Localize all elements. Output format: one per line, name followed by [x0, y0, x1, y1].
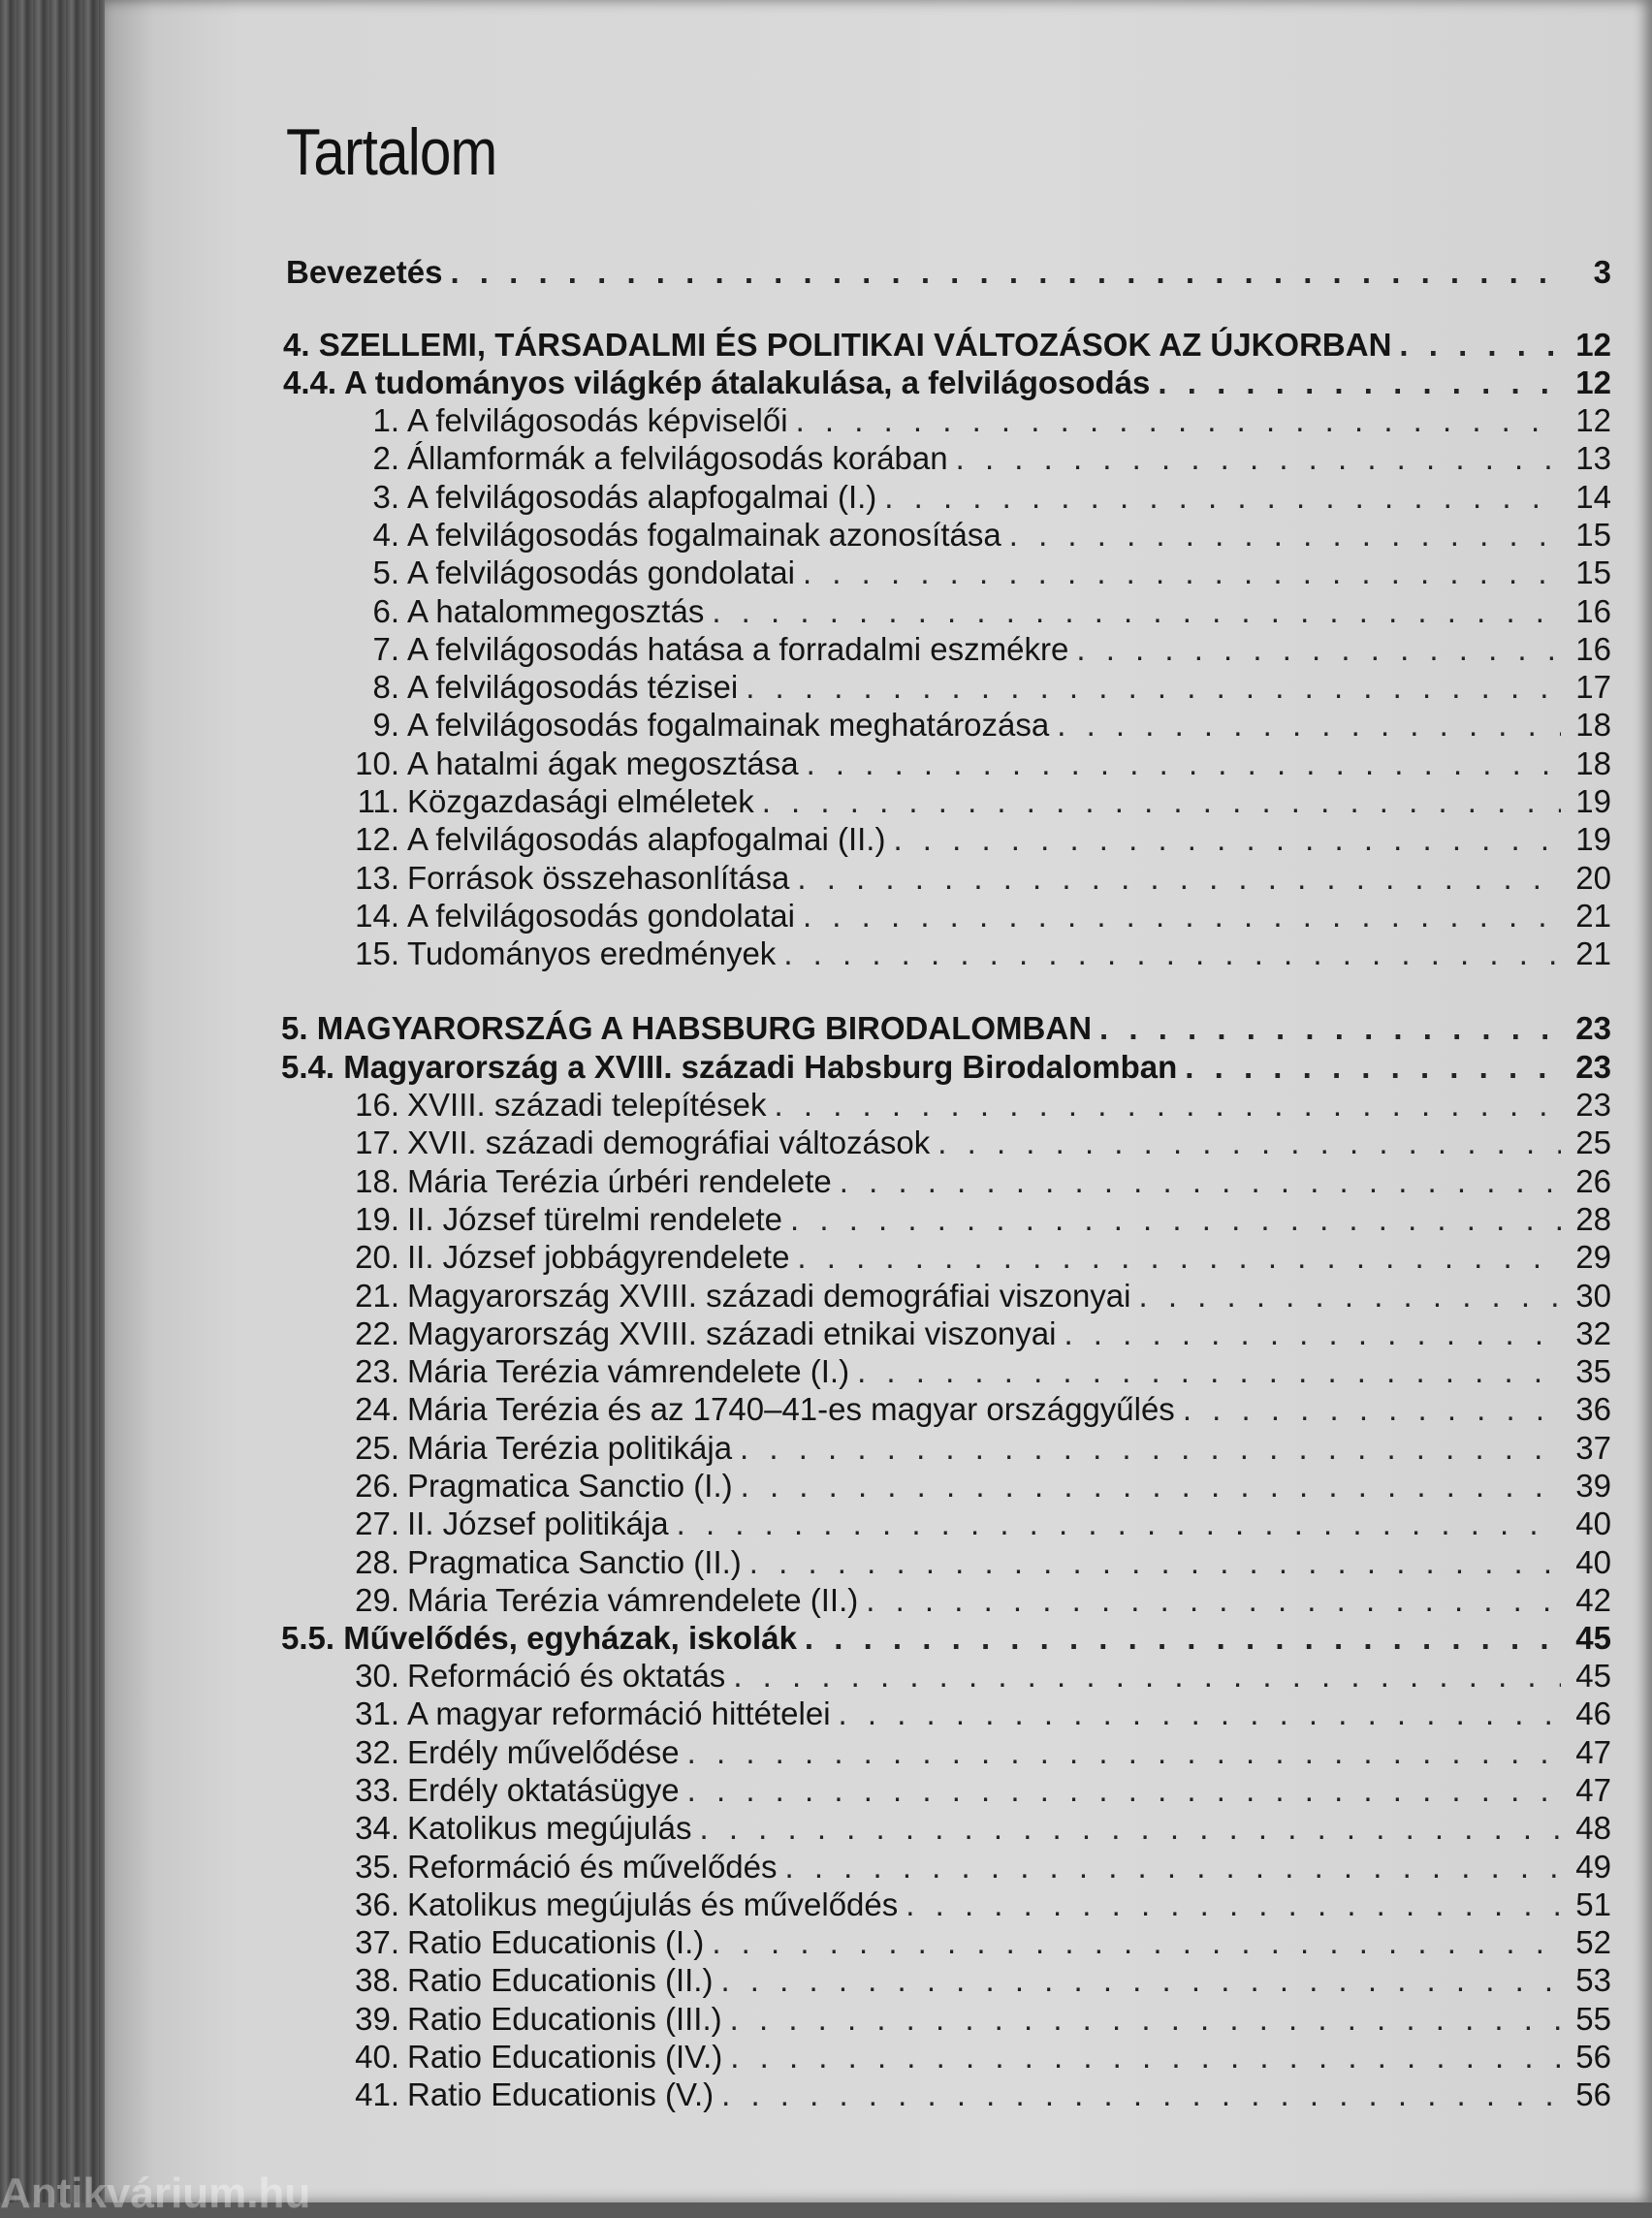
entry-number: 23. — [355, 1353, 399, 1389]
toc-chapter-4[interactable] — [283, 327, 1611, 365]
entry-label: Bevezetés — [286, 254, 443, 290]
entry-number: 17. — [355, 1125, 399, 1160]
entry-number: 29. — [355, 1582, 399, 1618]
entry-number: 12. — [355, 821, 399, 857]
entry-label: 5.4. Magyarország a XVIII. századi Habsburg Birodalomban — [281, 1049, 1178, 1085]
entry-number: 5. — [372, 554, 399, 590]
entry-number: 26. — [355, 1468, 399, 1504]
entry-label: A felvilágosodás gondolatai — [407, 898, 795, 934]
entry-number: 39. — [355, 2001, 399, 2037]
toc-entry-13[interactable] — [345, 860, 1611, 899]
entry-label: Ratio Educationis (II.) — [407, 1962, 714, 1998]
page-number: 56 — [1575, 2076, 1611, 2112]
toc-entry-3[interactable] — [345, 479, 1611, 518]
toc-entry-11[interactable] — [345, 783, 1611, 822]
dot-leader — [905, 1886, 1561, 1923]
entry-label: XVIII. századi telepítések — [407, 1087, 767, 1123]
toc-section-5-4[interactable] — [281, 1049, 1611, 1088]
dot-leader — [839, 1695, 1561, 1732]
page-number: 21 — [1575, 935, 1611, 971]
page-number: 17 — [1575, 669, 1611, 705]
dot-leader — [721, 2076, 1561, 2113]
toc-entry-12[interactable] — [345, 821, 1611, 860]
page-number: 21 — [1575, 898, 1611, 934]
dot-leader — [1057, 707, 1561, 744]
page-number: 51 — [1575, 1886, 1611, 1922]
entry-number: 15. — [355, 935, 399, 971]
entry-label: Mária Terézia úrbéri rendelete — [407, 1163, 832, 1199]
page-number: 40 — [1575, 1505, 1611, 1541]
page-number: 55 — [1575, 2001, 1611, 2037]
entry-number: 2. — [372, 440, 399, 476]
dot-leader — [741, 1468, 1561, 1505]
toc-entry-31[interactable] — [345, 1695, 1611, 1734]
toc-entry-38[interactable] — [345, 1962, 1611, 2001]
page-number: 45 — [1575, 1658, 1611, 1694]
page-number: 14 — [1575, 479, 1611, 515]
entry-label: A felvilágosodás hatása a forradalmi eszmékre — [407, 631, 1069, 667]
entry-number: 31. — [355, 1695, 399, 1731]
page-number: 3 — [1593, 254, 1611, 290]
entry-number: 9. — [372, 707, 399, 743]
entry-number: 27. — [355, 1505, 399, 1541]
toc-section-4-4[interactable] — [283, 364, 1611, 403]
toc-entry-16[interactable] — [345, 1087, 1611, 1125]
page-number: 32 — [1575, 1315, 1611, 1351]
toc-entry-1[interactable] — [345, 402, 1611, 441]
entry-label: 5. MAGYARORSZÁG A HABSBURG BIRODALOMBAN — [281, 1010, 1093, 1046]
entry-number: 41. — [355, 2076, 399, 2112]
entry-label: Mária Terézia és az 1740–41-es magyar országgyűlés — [407, 1391, 1175, 1427]
toc-entry-27[interactable] — [345, 1505, 1611, 1544]
entry-number: 20. — [355, 1239, 399, 1275]
dot-leader — [740, 1430, 1561, 1467]
page-number: 18 — [1575, 707, 1611, 743]
toc-intro[interactable] — [286, 254, 1611, 293]
entry-number: 33. — [355, 1772, 399, 1808]
page-number: 23 — [1575, 1049, 1611, 1085]
entry-label: A felvilágosodás fogalmainak azonosítása — [407, 517, 1001, 553]
entry-label: A felvilágosodás alapfogalmai (II.) — [407, 821, 886, 857]
dot-leader — [1185, 1049, 1561, 1086]
dot-leader — [1076, 631, 1561, 668]
dot-leader — [730, 2001, 1561, 2038]
entry-label: A magyar reformáció hittételei — [407, 1695, 831, 1731]
entry-number: 18. — [355, 1163, 399, 1199]
entry-number: 36. — [355, 1886, 399, 1922]
page-number: 26 — [1575, 1163, 1611, 1199]
entry-label: II. József türelmi rendelete — [407, 1201, 783, 1237]
toc-entry-33[interactable] — [345, 1772, 1611, 1811]
toc-entry-5[interactable] — [345, 554, 1611, 593]
page-number: 23 — [1575, 1010, 1611, 1046]
dot-leader — [803, 554, 1561, 591]
entry-label: Közgazdasági elméletek — [407, 783, 754, 819]
entry-number: 24. — [355, 1391, 399, 1427]
page-number: 25 — [1575, 1125, 1611, 1160]
entry-number: 4. — [372, 517, 399, 553]
dot-leader — [450, 254, 1561, 291]
dot-leader — [797, 1239, 1561, 1276]
toc-chapter-5[interactable] — [281, 1010, 1611, 1049]
dot-leader — [1064, 1315, 1561, 1352]
dot-leader — [720, 1962, 1561, 1999]
entry-number: 30. — [355, 1658, 399, 1694]
entry-label: Mária Terézia vámrendelete (I.) — [407, 1353, 850, 1389]
dot-leader — [1158, 364, 1561, 401]
toc-entry-21[interactable] — [345, 1278, 1611, 1316]
page-number: 23 — [1575, 1087, 1611, 1123]
page-number: 56 — [1575, 2039, 1611, 2075]
page-number: 35 — [1575, 1353, 1611, 1389]
dot-leader — [730, 2039, 1561, 2075]
dot-leader — [797, 860, 1561, 897]
toc-entry-9[interactable] — [345, 707, 1611, 745]
page-title: Tartalom — [286, 115, 497, 189]
dot-leader — [712, 593, 1561, 630]
toc-entry-7[interactable] — [345, 631, 1611, 670]
page-number: 15 — [1575, 517, 1611, 553]
page-number: 47 — [1575, 1734, 1611, 1770]
entry-number: 28. — [355, 1544, 399, 1580]
entry-label: Reformáció és oktatás — [407, 1658, 726, 1694]
page-number: 49 — [1575, 1849, 1611, 1885]
entry-number: 22. — [355, 1315, 399, 1351]
dot-leader — [775, 1087, 1561, 1124]
entry-label: A felvilágosodás alapfogalmai (I.) — [407, 479, 877, 515]
dot-leader — [733, 1658, 1561, 1695]
dot-leader — [807, 745, 1561, 782]
entry-label: A felvilágosodás gondolatai — [407, 554, 795, 590]
toc-entry-18[interactable] — [345, 1163, 1611, 1202]
entry-number: 8. — [372, 669, 399, 705]
dot-leader — [1009, 517, 1561, 554]
dot-leader — [700, 1810, 1562, 1847]
page-number: 48 — [1575, 1810, 1611, 1846]
toc-entry-32[interactable] — [345, 1734, 1611, 1773]
entry-number: 1. — [372, 402, 399, 438]
entry-label: Reformáció és művelődés — [407, 1849, 778, 1885]
entry-label: Tudományos eredmények — [407, 935, 777, 971]
dot-leader — [749, 1544, 1561, 1581]
dot-leader — [1399, 327, 1561, 364]
toc-entry-6[interactable] — [345, 593, 1611, 632]
entry-label: Államformák a felvilágosodás korában — [407, 440, 948, 476]
toc-entry-35[interactable] — [345, 1849, 1611, 1887]
dot-leader — [884, 479, 1561, 516]
entry-number: 6. — [372, 593, 399, 629]
entry-label: Magyarország XVIII. századi etnikai viszonyai — [407, 1315, 1057, 1351]
page-number: 36 — [1575, 1391, 1611, 1427]
entry-number: 14. — [355, 898, 399, 934]
toc-entry-22[interactable] — [345, 1315, 1611, 1354]
entry-label: Ratio Educationis (III.) — [407, 2001, 722, 2037]
page-number: 53 — [1575, 1962, 1611, 1998]
page-number: 39 — [1575, 1468, 1611, 1504]
entry-number: 11. — [357, 783, 399, 819]
page-number: 18 — [1575, 745, 1611, 781]
toc-entry-28[interactable] — [345, 1544, 1611, 1583]
toc-entry-25[interactable] — [345, 1430, 1611, 1469]
toc-section-5-5[interactable] — [281, 1620, 1611, 1659]
entry-number: 7. — [372, 631, 399, 667]
entry-label: Mária Terézia politikája — [407, 1430, 733, 1466]
toc-entry-39[interactable] — [345, 2001, 1611, 2040]
entry-label: Mária Terézia vámrendelete (II.) — [407, 1582, 859, 1618]
toc-entry-30[interactable] — [345, 1658, 1611, 1696]
toc-entry-8[interactable] — [345, 669, 1611, 708]
dot-leader — [857, 1353, 1561, 1390]
entry-label: Pragmatica Sanctio (I.) — [407, 1468, 733, 1504]
entry-label: Ratio Educationis (V.) — [407, 2076, 715, 2112]
entry-number: 13. — [355, 860, 399, 896]
page-number: 16 — [1575, 631, 1611, 667]
toc-entry-34[interactable] — [345, 1810, 1611, 1849]
dot-leader — [1099, 1010, 1561, 1047]
toc-entry-10[interactable] — [345, 745, 1611, 784]
dot-leader — [937, 1125, 1561, 1161]
dot-leader — [866, 1582, 1561, 1619]
toc-entry-36[interactable] — [345, 1886, 1611, 1925]
page-number: 19 — [1575, 821, 1611, 857]
entry-label: XVII. századi demográfiai változások — [407, 1125, 931, 1160]
page-number: 16 — [1575, 593, 1611, 629]
dot-leader — [712, 1924, 1561, 1961]
entry-label: 5.5. Művelődés, egyházak, iskolák — [281, 1620, 797, 1656]
toc-entry-17[interactable] — [345, 1125, 1611, 1163]
entry-number: 40. — [355, 2039, 399, 2075]
entry-number: 19. — [355, 1201, 399, 1237]
toc-entry-23[interactable] — [345, 1353, 1611, 1392]
entry-number: 10. — [355, 745, 399, 781]
entry-label: Magyarország XVIII. századi demográfiai viszonyai — [407, 1278, 1131, 1314]
dot-leader — [785, 1849, 1562, 1885]
toc-entry-29[interactable] — [345, 1582, 1611, 1621]
toc-entry-14[interactable] — [345, 898, 1611, 936]
toc-entry-20[interactable] — [345, 1239, 1611, 1278]
dot-leader — [840, 1163, 1561, 1200]
page-number: 13 — [1575, 440, 1611, 476]
entry-number: 3. — [372, 479, 399, 515]
entry-label: A felvilágosodás tézisei — [407, 669, 739, 705]
page-number: 15 — [1575, 554, 1611, 590]
page-number: 30 — [1575, 1278, 1611, 1314]
toc-entry-40[interactable] — [345, 2039, 1611, 2077]
dot-leader — [762, 783, 1561, 820]
dot-leader — [956, 440, 1561, 477]
page-number: 40 — [1575, 1544, 1611, 1580]
dot-leader — [687, 1772, 1561, 1809]
entry-label: II. József jobbágyrendelete — [407, 1239, 790, 1275]
dot-leader — [790, 1201, 1561, 1238]
entry-label: A hatalommegosztás — [407, 593, 705, 629]
entry-label: 4.4. A tudományos világkép átalakulása, a felvilágosodás — [283, 364, 1151, 400]
dot-leader — [803, 898, 1561, 935]
entry-number: 37. — [355, 1924, 399, 1960]
page-number: 20 — [1575, 860, 1611, 896]
entry-label: A felvilágosodás fogalmainak meghatározása — [407, 707, 1050, 743]
toc-entry-4[interactable] — [345, 517, 1611, 555]
entry-label: A hatalmi ágak megosztása — [407, 745, 799, 781]
entry-number: 32. — [355, 1734, 399, 1770]
entry-label: II. József politikája — [407, 1505, 669, 1541]
dot-leader — [805, 1620, 1561, 1657]
entry-label: Ratio Educationis (IV.) — [407, 2039, 723, 2075]
dot-leader — [687, 1734, 1561, 1771]
entry-number: 35. — [355, 1849, 399, 1885]
toc-entry-2[interactable] — [345, 440, 1611, 479]
page-number: 12 — [1575, 364, 1611, 400]
entry-number: 34. — [355, 1810, 399, 1846]
entry-label: Források összehasonlítása — [407, 860, 790, 896]
page-number: 28 — [1575, 1201, 1611, 1237]
page-number: 19 — [1575, 783, 1611, 819]
entry-label: Katolikus megújulás és művelődés — [407, 1886, 899, 1922]
entry-number: 38. — [355, 1962, 399, 1998]
toc-entry-37[interactable] — [345, 1924, 1611, 1963]
entry-label: Pragmatica Sanctio (II.) — [407, 1544, 742, 1580]
dot-leader — [746, 669, 1561, 706]
entry-label: 4. SZELLEMI, TÁRSADALMI ÉS POLITIKAI VÁLTOZÁSOK AZ ÚJKORBAN — [283, 327, 1392, 363]
toc-entry-41[interactable] — [345, 2076, 1611, 2115]
page-number: 42 — [1575, 1582, 1611, 1618]
dot-leader — [893, 821, 1561, 858]
toc-entry-26[interactable] — [345, 1468, 1611, 1506]
dot-leader — [1183, 1391, 1561, 1428]
dot-leader — [677, 1505, 1561, 1542]
page-number: 37 — [1575, 1430, 1611, 1466]
dot-leader — [1139, 1278, 1562, 1315]
page-number: 45 — [1575, 1620, 1611, 1656]
page-number: 29 — [1575, 1239, 1611, 1275]
page-number: 47 — [1575, 1772, 1611, 1808]
page-number: 46 — [1575, 1695, 1611, 1731]
entry-number: 21. — [355, 1278, 399, 1314]
entry-label: A felvilágosodás képviselői — [407, 402, 788, 438]
entry-number: 25. — [355, 1430, 399, 1466]
entry-label: Ratio Educationis (I.) — [407, 1924, 705, 1960]
dot-leader — [783, 935, 1561, 972]
page-number: 12 — [1575, 402, 1611, 438]
page-number: 12 — [1575, 327, 1611, 363]
watermark: Antikvárium.hu — [0, 2170, 311, 2217]
entry-number: 16. — [355, 1087, 399, 1123]
toc-entry-24[interactable] — [345, 1391, 1611, 1430]
entry-label: Erdély művelődése — [407, 1734, 680, 1770]
entry-label: Katolikus megújulás — [407, 1810, 692, 1846]
page-number: 52 — [1575, 1924, 1611, 1960]
toc-entry-19[interactable] — [345, 1201, 1611, 1240]
entry-label: Erdély oktatásügye — [407, 1772, 680, 1808]
toc-entry-15[interactable] — [345, 935, 1611, 974]
dot-leader — [796, 402, 1561, 439]
